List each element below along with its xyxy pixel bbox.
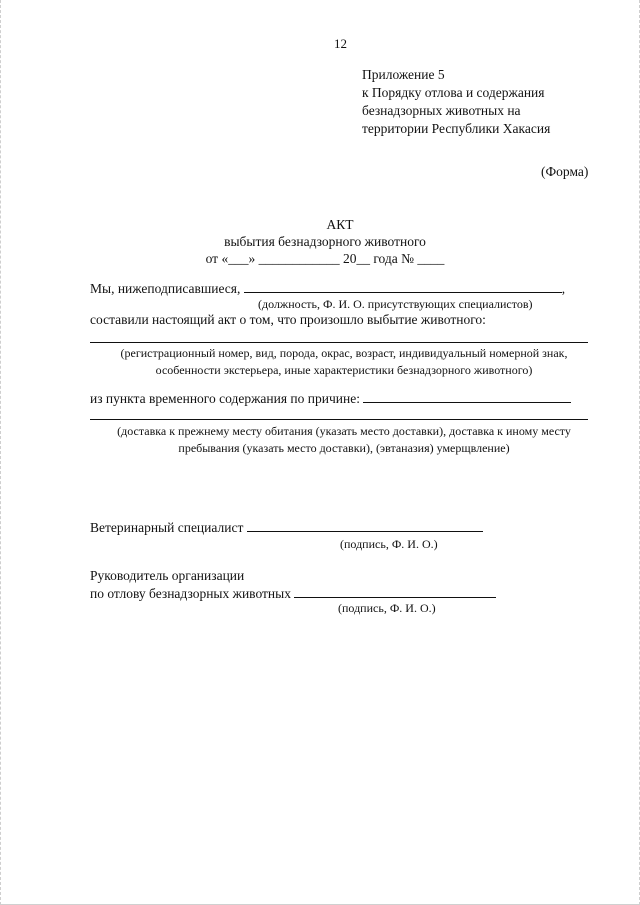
- persons-fill-line: [244, 280, 562, 293]
- reason-fill-line: [363, 390, 571, 403]
- vet-label: Ветеринарный специалист: [90, 520, 244, 535]
- page-number: 12: [334, 36, 347, 51]
- vet-signature-hint: (подпись, Ф. И. О.): [340, 537, 438, 551]
- form-label: (Форма): [541, 164, 589, 179]
- annex-block: [362, 66, 550, 138]
- vet-signature-line: [247, 519, 483, 532]
- reason-hint-line: пребывания (указать место доставки), (эвтаназия) умерщвление): [178, 441, 510, 455]
- undersigned-comma: ,: [561, 281, 566, 296]
- reason-row: [90, 390, 571, 407]
- annex-line: к Порядку отлова и содержания: [362, 85, 545, 100]
- reason-hint: [84, 423, 604, 457]
- act-date-line: от «___» ____________ 20__ года № ____: [205, 251, 445, 266]
- head-label-line: Руководитель организации: [90, 568, 245, 583]
- annex-line: территории Республики Хакасия: [362, 121, 551, 136]
- scan-left-edge: [0, 0, 4, 905]
- act-heading: АКТ: [326, 217, 354, 232]
- animal-fill-line: [90, 342, 588, 343]
- annex-line: безнадзорных животных на: [362, 103, 521, 118]
- reason-hint-line: (доставка к прежнему месту обитания (указать место доставки), доставка к иному месту: [117, 424, 571, 438]
- head-signature-line: [294, 585, 496, 598]
- head-signature-hint: (подпись, Ф. И. О.): [338, 601, 436, 615]
- act-title-block: [0, 216, 640, 267]
- head-label: по отлову безнадзорных животных: [90, 586, 291, 601]
- scan-right-edge: [636, 0, 640, 905]
- animal-hint-line: особенности экстерьера, иные характеристики безнадзорного животного): [155, 363, 533, 377]
- animal-hint: [84, 345, 604, 379]
- head-signature-row: [90, 585, 496, 602]
- composed-text: составили настоящий акт о том, что произошло выбытие животного:: [90, 312, 486, 327]
- persons-hint: (должность, Ф. И. О. присутствующих специалистов): [258, 297, 533, 311]
- animal-hint-line: (регистрационный номер, вид, порода, окрас, возраст, индивидуальный номерной знак,: [120, 346, 568, 360]
- act-subtitle: выбытия безнадзорного животного: [224, 234, 426, 249]
- undersigned-label: Мы, нижеподписавшиеся,: [90, 281, 241, 296]
- reason-fill-line-2: [90, 419, 588, 420]
- annex-line: Приложение 5: [362, 67, 445, 82]
- reason-label: из пункта временного содержания по причине:: [90, 391, 360, 406]
- vet-signature-row: [90, 519, 483, 536]
- undersigned-row: [90, 280, 565, 297]
